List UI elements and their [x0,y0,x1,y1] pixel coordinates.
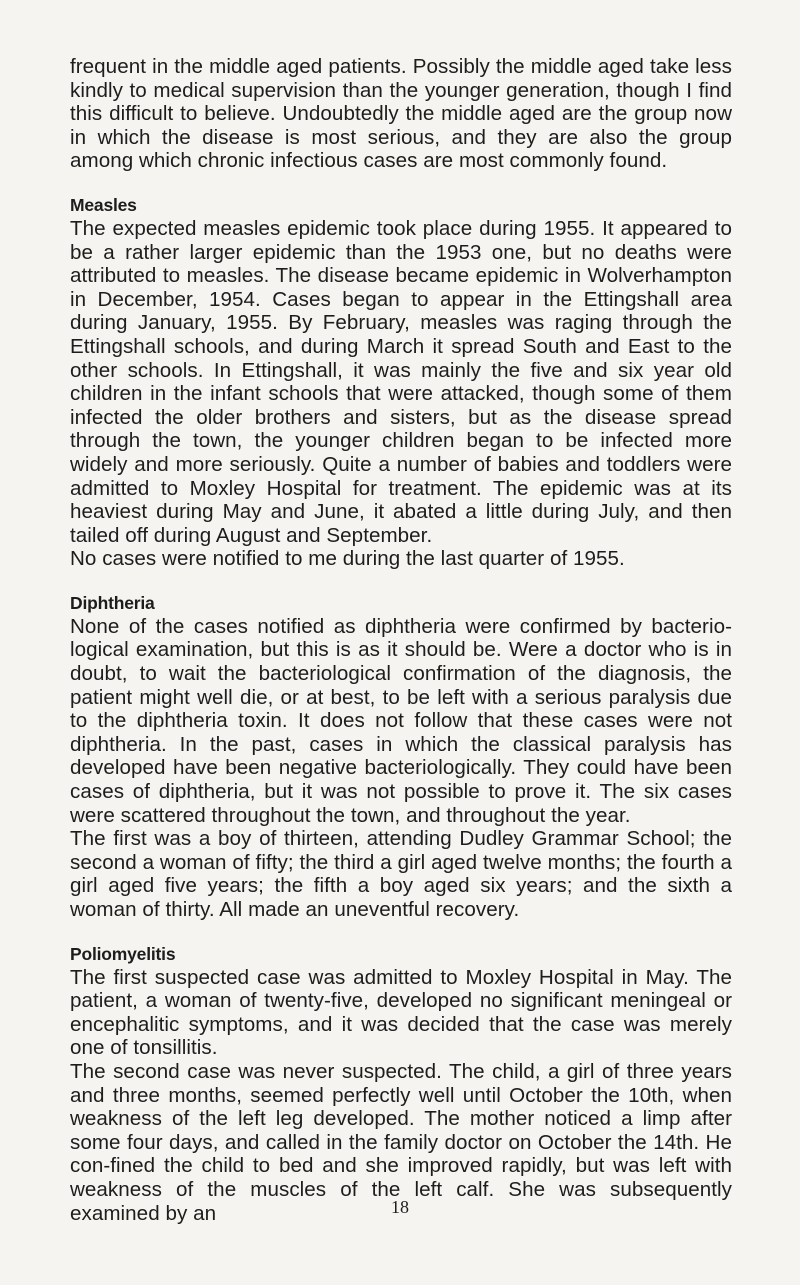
section-diphtheria [70,592,732,922]
paragraph: The second case was never suspected. The child, a girl of three years and three months, seemed perfectly well until October the 10th, when weakness of the left leg developed. The mother noticed a limp after some four days, and called in the family doctor on October the 14th. He con-fined the child to bed and she improved rapidly, but was left with weakness of the muscles of the left calf. She was subsequently examined by an [70,1059,732,1225]
paragraph: None of the cases notified as diphtheria were confirmed by bacterio-logical examination, but this is as it should be. Were a doctor who is in doubt, to wait the bacteriological confirmation of the diagnosis, the patient might well die, or at best, to be left with a serious paralysis due to the diphtheria toxin. It does not follow that these cases were not diphtheria. In the past, cases in which the classical paralysis has developed have been negative bacteriologically. They could have been cases of diphtheria, but it was not possible to prove it. The six cases were scattered throughout the town, and throughout the year. [70,614,732,827]
section-heading: Measles [70,194,137,215]
paragraph: The first suspected case was admitted to Moxley Hospital in May. The patient, a woman of twenty-five, developed no significant meningeal or encephalitic symptoms, and it was decided that the case was merely one of tonsillitis. [70,965,732,1060]
paragraph: frequent in the middle aged patients. Possibly the middle aged take less kindly to medical supervision than the younger generation, though I find this difficult to believe. Undoubtedly the middle aged are the group now in which the disease is most serious, and they are also the group among which chronic infectious cases are most commonly found. [70,55,732,173]
page-number: 18 [391,1197,409,1217]
section-heading: Diphtheria [70,592,155,613]
paragraph: No cases were notified to me during the last quarter of 1955. [70,547,625,571]
paragraph: The first was a boy of thirteen, attending Dudley Grammar School; the second a woman of fifty; the third a girl aged twelve months; the fourth a girl aged five years; the fifth a boy aged six years; and the sixth a woman of thirty. All made an uneventful recovery. [70,827,732,921]
section-heading: Poliomyelitis [70,943,176,964]
paragraph: The expected measles epidemic took place during 1955. It appeared to be a rather larger epidemic than the 1953 one, but no deaths were attributed to measles. The disease became epidemic in Wolverhampton in December, 1954. Cases began to appear in the Ettingshall area during January, 1955. By February, measles was raging through the Ettingshall schools, and during March it spread South and East to the other schools. In Ettingshall, it was mainly the five and six year old children in the infant schools that were attacked, though some of them infected the older brothers and sisters, but as the disease spread through the town, the younger children began to be infected more widely and more seriously. Quite a number of babies and toddlers were admitted to Moxley Hospital for treatment. The epidemic was at its heaviest during May and June, it abated a little during July, and then tailed off during August and September. [70,216,732,547]
section-poliomyelitis [70,943,732,1226]
section-measles [70,194,732,571]
intro-block [70,55,732,173]
